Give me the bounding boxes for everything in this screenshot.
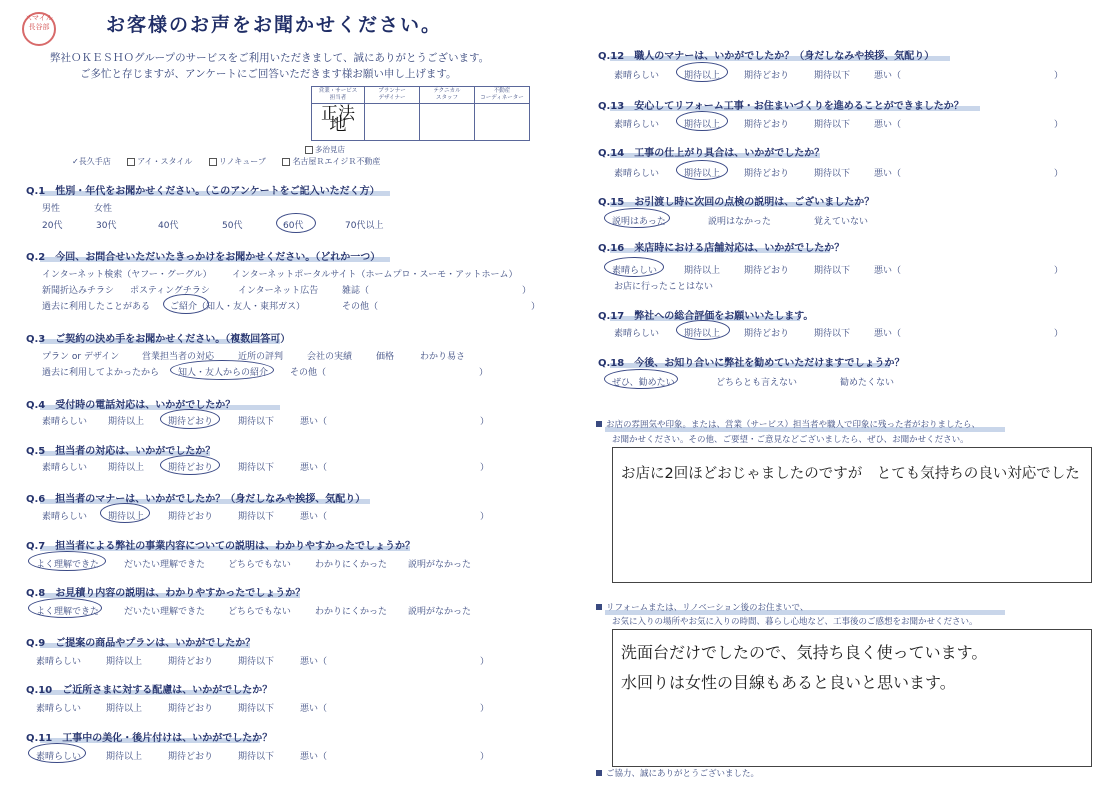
q17-answer-circle bbox=[676, 320, 730, 340]
staff-table bbox=[311, 86, 530, 141]
q17-option-4[interactable]: 期待以下 bbox=[814, 329, 851, 339]
q16-answer-circle bbox=[604, 257, 664, 277]
q14-option-1[interactable]: 素晴らしい bbox=[614, 169, 660, 179]
q10-option-5[interactable]: 悪い（ ） bbox=[300, 704, 490, 714]
q12-option-3[interactable]: 期待どおり bbox=[744, 71, 790, 81]
q3-answer-circle bbox=[170, 360, 274, 380]
question-11: Q.11 工事中の美化・後片付けは、いかがでしたか？ bbox=[26, 733, 273, 744]
q7-option-3[interactable]: どちらでもない bbox=[228, 560, 291, 570]
intro-line-2: ご多忙と存じますが、アンケートにご回答いただきます様お願い申し上げます。 bbox=[80, 68, 457, 80]
comment2-prompt-line1: リフォームまたは、リノベーション後のお住まいで、 bbox=[596, 601, 808, 613]
q6-answer-circle bbox=[100, 503, 150, 523]
question-14: Q.14 工事の仕上がり具合は、いかがでしたか？ bbox=[598, 148, 825, 159]
q1-option-male[interactable]: 男性 bbox=[42, 204, 61, 214]
q2-option-newspaper[interactable]: 新聞折込みチラシ bbox=[42, 286, 115, 296]
comment2-handwritten-line1: 洗面台だけでしたので、気持ち良く使っています。 bbox=[621, 643, 988, 662]
q9-option-2[interactable]: 期待以上 bbox=[106, 657, 143, 667]
q9-option-3[interactable]: 期待どおり bbox=[168, 657, 214, 667]
q2-option-posting[interactable]: ポスティングチラシ bbox=[130, 286, 210, 296]
intro-line-1: 弊社ＯＫＥＳＨＯグループのサービスをご利用いただきまして、誠にありがとうございます。 bbox=[50, 52, 490, 64]
q16-option-4[interactable]: 期待以下 bbox=[814, 266, 851, 276]
comment1-prompt-line2: お聞かせください。その他、ご要望・ご意見などございましたら、ぜひ、お聞かせください。 bbox=[612, 435, 969, 445]
q3-option-plan[interactable]: プラン or デザイン bbox=[42, 352, 120, 362]
staff-header-realestate: 不動産 コーディネーター bbox=[475, 87, 530, 104]
question-9: Q.9 ご提案の商品やプランは、いかがでしたか？ bbox=[26, 638, 256, 649]
q16-option-2[interactable]: 期待以上 bbox=[684, 266, 721, 276]
q15-option-2[interactable]: 説明はなかった bbox=[708, 217, 772, 227]
q13-option-2[interactable]: 期待以上 bbox=[684, 120, 721, 130]
q7-option-2[interactable]: だいたい理解できた bbox=[124, 560, 206, 570]
q9-option-1[interactable]: 素晴らしい bbox=[36, 657, 82, 667]
q6-option-4[interactable]: 期待以下 bbox=[238, 512, 275, 522]
q2-option-webad[interactable]: インターネット広告 bbox=[238, 286, 319, 296]
q4-option-5[interactable]: 悪い（ ） bbox=[300, 417, 490, 427]
q1-answer-circle bbox=[276, 213, 316, 233]
q18-option-2[interactable]: どちらとも言えない bbox=[716, 378, 798, 388]
question-1: Q.1 性別・年代をお聞かせください。（このアンケートをご記入いただく方） bbox=[26, 186, 380, 197]
q5-option-5[interactable]: 悪い（ ） bbox=[300, 463, 490, 473]
q3-option-clarity[interactable]: わかり易さ bbox=[420, 352, 466, 362]
store-stamp: スマイル 長谷部 bbox=[22, 12, 56, 46]
store-option-extra[interactable]: 多治見店 bbox=[305, 144, 345, 155]
question-13: Q.13 安心してリフォーム工事・お住まいづくりを進めることができましたか？ bbox=[598, 101, 964, 112]
q5-option-1[interactable]: 素晴らしい bbox=[42, 463, 88, 473]
q5-option-3[interactable]: 期待どおり bbox=[168, 463, 214, 473]
comment2-prompt-line2: お気に入りの場所やお気に入りの時間、暮らし心地など、工事後のご感想をお聞かせください。 bbox=[612, 617, 978, 627]
q11-option-3[interactable]: 期待どおり bbox=[168, 752, 214, 762]
question-12: Q.12 職人のマナーは、いかがでしたか？（身だしなみや挨拶、気配り） bbox=[598, 51, 935, 62]
q10-option-1[interactable]: 素晴らしい bbox=[36, 704, 82, 714]
q2-option-magazine[interactable]: 雑誌（ ） bbox=[342, 286, 532, 296]
question-2: Q.2 今回、お問合せいただいたきっかけをお聞かせください。（どれか一つ） bbox=[26, 252, 381, 263]
q4-option-3[interactable]: 期待どおり bbox=[168, 417, 214, 427]
store-option-nagoya[interactable]: 名古屋ＲエイジＲ不動産 bbox=[282, 157, 380, 166]
q3-option-price[interactable]: 価格 bbox=[376, 352, 395, 362]
q12-answer-circle bbox=[676, 62, 728, 82]
question-15: Q.15 お引渡し時に次回の点検の説明は、ございましたか？ bbox=[598, 197, 875, 208]
q1-option-30s[interactable]: 30代 bbox=[96, 221, 117, 231]
q10-option-3[interactable]: 期待どおり bbox=[168, 704, 214, 714]
q13-option-4[interactable]: 期待以下 bbox=[814, 120, 851, 130]
q17-option-3[interactable]: 期待どおり bbox=[744, 329, 790, 339]
q13-option-1[interactable]: 素晴らしい bbox=[614, 120, 660, 130]
q2-option-past[interactable]: 過去に利用したことがある bbox=[42, 302, 151, 312]
q11-answer-circle bbox=[28, 743, 86, 763]
comment1-prompt-line1: お店の雰囲気や印象。または、営業（サービス）担当者や職人で印象に残った者がおりましたら、 bbox=[596, 418, 980, 430]
q15-answer-circle bbox=[604, 208, 670, 228]
q1-option-40s[interactable]: 40代 bbox=[158, 221, 179, 231]
q2-answer-circle bbox=[163, 294, 209, 314]
comment2-answer-box[interactable] bbox=[612, 629, 1092, 767]
q8-answer-circle bbox=[28, 598, 102, 618]
q7-option-5[interactable]: 説明がなかった bbox=[408, 560, 472, 570]
comment2-handwritten-line2: 水回りは女性の目線もあると良いと思います。 bbox=[621, 673, 956, 692]
question-5: Q.5 担当者の対応は、いかがでしたか？ bbox=[26, 446, 216, 457]
q10-option-2[interactable]: 期待以上 bbox=[106, 704, 143, 714]
staff-header-sales: 営業・サービス 担当者 bbox=[312, 87, 365, 104]
q18-option-3[interactable]: 勧めたくない bbox=[840, 378, 895, 388]
q9-option-5[interactable]: 悪い（ ） bbox=[300, 657, 490, 667]
question-8: Q.8 お見積り内容の説明は、わかりやすかったでしょうか？ bbox=[26, 588, 306, 599]
question-16: Q.16 来店時における店舗対応は、いかがでしたか？ bbox=[598, 243, 845, 254]
q3-option-record[interactable]: 会社の実績 bbox=[307, 352, 353, 362]
q3-option-pastgood[interactable]: 過去に利用してよかったから bbox=[42, 368, 160, 378]
staff-header-technical: テクニカル スタッフ bbox=[420, 87, 475, 104]
q7-option-1[interactable]: よく理解できた bbox=[36, 560, 100, 570]
q14-answer-circle bbox=[676, 160, 728, 180]
question-4: Q.4 受付時の電話対応は、いかがでしたか？ bbox=[26, 400, 236, 411]
q16-option-3[interactable]: 期待どおり bbox=[744, 266, 790, 276]
q2-option-other[interactable]: その他（ ） bbox=[342, 302, 541, 312]
q13-answer-circle bbox=[676, 111, 728, 131]
q17-option-2[interactable]: 期待以上 bbox=[684, 329, 721, 339]
q14-option-2[interactable]: 期待以上 bbox=[684, 169, 721, 179]
question-17: Q.17 弊社への総合評価をお願いいたします。 bbox=[598, 311, 814, 322]
q15-option-3[interactable]: 覚えていない bbox=[814, 217, 869, 227]
q10-option-4[interactable]: 期待以下 bbox=[238, 704, 275, 714]
q14-option-5[interactable]: 悪い（ ） bbox=[874, 169, 1064, 179]
q3-option-friend[interactable]: 知人・友人からの紹介 bbox=[178, 368, 269, 378]
staff-sales-cell bbox=[312, 104, 365, 141]
q6-option-2[interactable]: 期待以上 bbox=[108, 512, 145, 522]
q15-option-1[interactable]: 説明はあった bbox=[612, 217, 666, 227]
comment1-answer-box[interactable] bbox=[612, 447, 1092, 583]
q16-option-5[interactable]: 悪い（ ） bbox=[874, 266, 1064, 276]
q8-option-5[interactable]: 説明がなかった bbox=[408, 607, 472, 617]
q3-option-sales[interactable]: 営業担当者の対応 bbox=[142, 352, 215, 362]
q2-option-referral[interactable]: ご紹介（知人・友人・東邦ガス） bbox=[170, 302, 306, 312]
q1-option-70s[interactable]: 70代以上 bbox=[345, 221, 384, 231]
store-option-nagakute[interactable]: ✓長久手店 bbox=[72, 157, 111, 166]
q12-option-1[interactable]: 素晴らしい bbox=[614, 71, 660, 81]
store-option-renocube[interactable]: リノキューブ bbox=[209, 157, 266, 166]
q4-answer-circle bbox=[160, 409, 220, 429]
q8-option-4[interactable]: わかりにくかった bbox=[315, 607, 388, 617]
q17-option-1[interactable]: 素晴らしい bbox=[614, 329, 660, 339]
staff-realestate-cell bbox=[475, 104, 530, 141]
q3-option-other[interactable]: その他（ ） bbox=[290, 368, 489, 378]
question-7: Q.7 担当者による弊社の事業内容についての説明は、わかりやすかったでしょうか？ bbox=[26, 541, 416, 552]
q3-option-neighbor[interactable]: 近所の評判 bbox=[238, 352, 284, 362]
comment1-handwritten-answer: お店に2回ほどおじゃましたのですが とても気持ちの良い対応でした bbox=[621, 466, 1080, 482]
footer-thanks: ご協力、誠にありがとうございました。 bbox=[596, 767, 759, 779]
q8-option-3[interactable]: どちらでもない bbox=[228, 607, 291, 617]
q11-option-1[interactable]: 素晴らしい bbox=[36, 752, 82, 762]
store-options-row bbox=[72, 156, 380, 167]
q7-answer-circle bbox=[28, 551, 106, 571]
q6-option-3[interactable]: 期待どおり bbox=[168, 512, 214, 522]
q8-option-2[interactable]: だいたい理解できた bbox=[124, 607, 206, 617]
q14-option-4[interactable]: 期待以下 bbox=[814, 169, 851, 179]
q16-option-1[interactable]: 素晴らしい bbox=[612, 266, 658, 276]
q13-option-5[interactable]: 悪い（ ） bbox=[874, 120, 1064, 130]
q18-answer-circle bbox=[604, 369, 678, 389]
q18-option-1[interactable]: ぜひ、勧めたい bbox=[612, 378, 675, 388]
question-6: Q.6 担当者のマナーは、いかがでしたか？（身だしなみや挨拶、気配り） bbox=[26, 494, 366, 505]
staff-planner-cell bbox=[365, 104, 420, 141]
q12-option-2[interactable]: 期待以上 bbox=[684, 71, 721, 81]
question-3: Q.3 ご契約の決め手をお聞かせください。（複数回答可） bbox=[26, 334, 291, 345]
q12-option-4[interactable]: 期待以下 bbox=[814, 71, 851, 81]
q11-option-2[interactable]: 期待以上 bbox=[106, 752, 143, 762]
q11-option-5[interactable]: 悪い（ ） bbox=[300, 752, 490, 762]
q1-option-50s[interactable]: 50代 bbox=[222, 221, 243, 231]
store-option-istyle[interactable]: アイ・スタイル bbox=[127, 157, 192, 166]
q2-option-portal[interactable]: インターネットポータルサイト（ホームプロ・スーモ・アットホーム） bbox=[232, 270, 518, 280]
q11-option-4[interactable]: 期待以下 bbox=[238, 752, 275, 762]
q14-option-3[interactable]: 期待どおり bbox=[744, 169, 790, 179]
q6-option-5[interactable]: 悪い（ ） bbox=[300, 512, 490, 522]
staff-header-planner: プランナー デザイナー bbox=[365, 87, 420, 104]
q1-option-20s[interactable]: 20代 bbox=[42, 221, 63, 231]
question-18: Q.18 今後、お知り合いに弊社を勧めていただけますでしょうか？ bbox=[598, 358, 905, 369]
q8-option-1[interactable]: よく理解できた bbox=[36, 607, 100, 617]
question-10: Q.10 ご近所さまに対する配慮は、いかがでしたか？ bbox=[26, 685, 273, 696]
q4-option-1[interactable]: 素晴らしい bbox=[42, 417, 88, 427]
q5-option-4[interactable]: 期待以下 bbox=[238, 463, 275, 473]
q17-option-5[interactable]: 悪い（ ） bbox=[874, 329, 1064, 339]
q2-option-search[interactable]: インターネット検索（ヤフー・グーグル） bbox=[42, 270, 212, 280]
q16-option-never[interactable]: お店に行ったことはない bbox=[614, 282, 714, 292]
q9-option-4[interactable]: 期待以下 bbox=[238, 657, 275, 667]
q4-option-2[interactable]: 期待以上 bbox=[108, 417, 145, 427]
staff-signature: 正法地 bbox=[321, 104, 355, 135]
q1-option-60s[interactable]: 60代 bbox=[283, 221, 304, 231]
q5-answer-circle bbox=[160, 455, 220, 475]
staff-technical-cell bbox=[420, 104, 475, 141]
page-title: お客様のお声をお聞かせください。 bbox=[106, 14, 443, 36]
q6-option-1[interactable]: 素晴らしい bbox=[42, 512, 88, 522]
q1-option-female[interactable]: 女性 bbox=[94, 204, 113, 214]
q4-option-4[interactable]: 期待以下 bbox=[238, 417, 275, 427]
q5-option-2[interactable]: 期待以上 bbox=[108, 463, 145, 473]
q12-option-5[interactable]: 悪い（ ） bbox=[874, 71, 1064, 81]
q7-option-4[interactable]: わかりにくかった bbox=[315, 560, 388, 570]
q13-option-3[interactable]: 期待どおり bbox=[744, 120, 790, 130]
